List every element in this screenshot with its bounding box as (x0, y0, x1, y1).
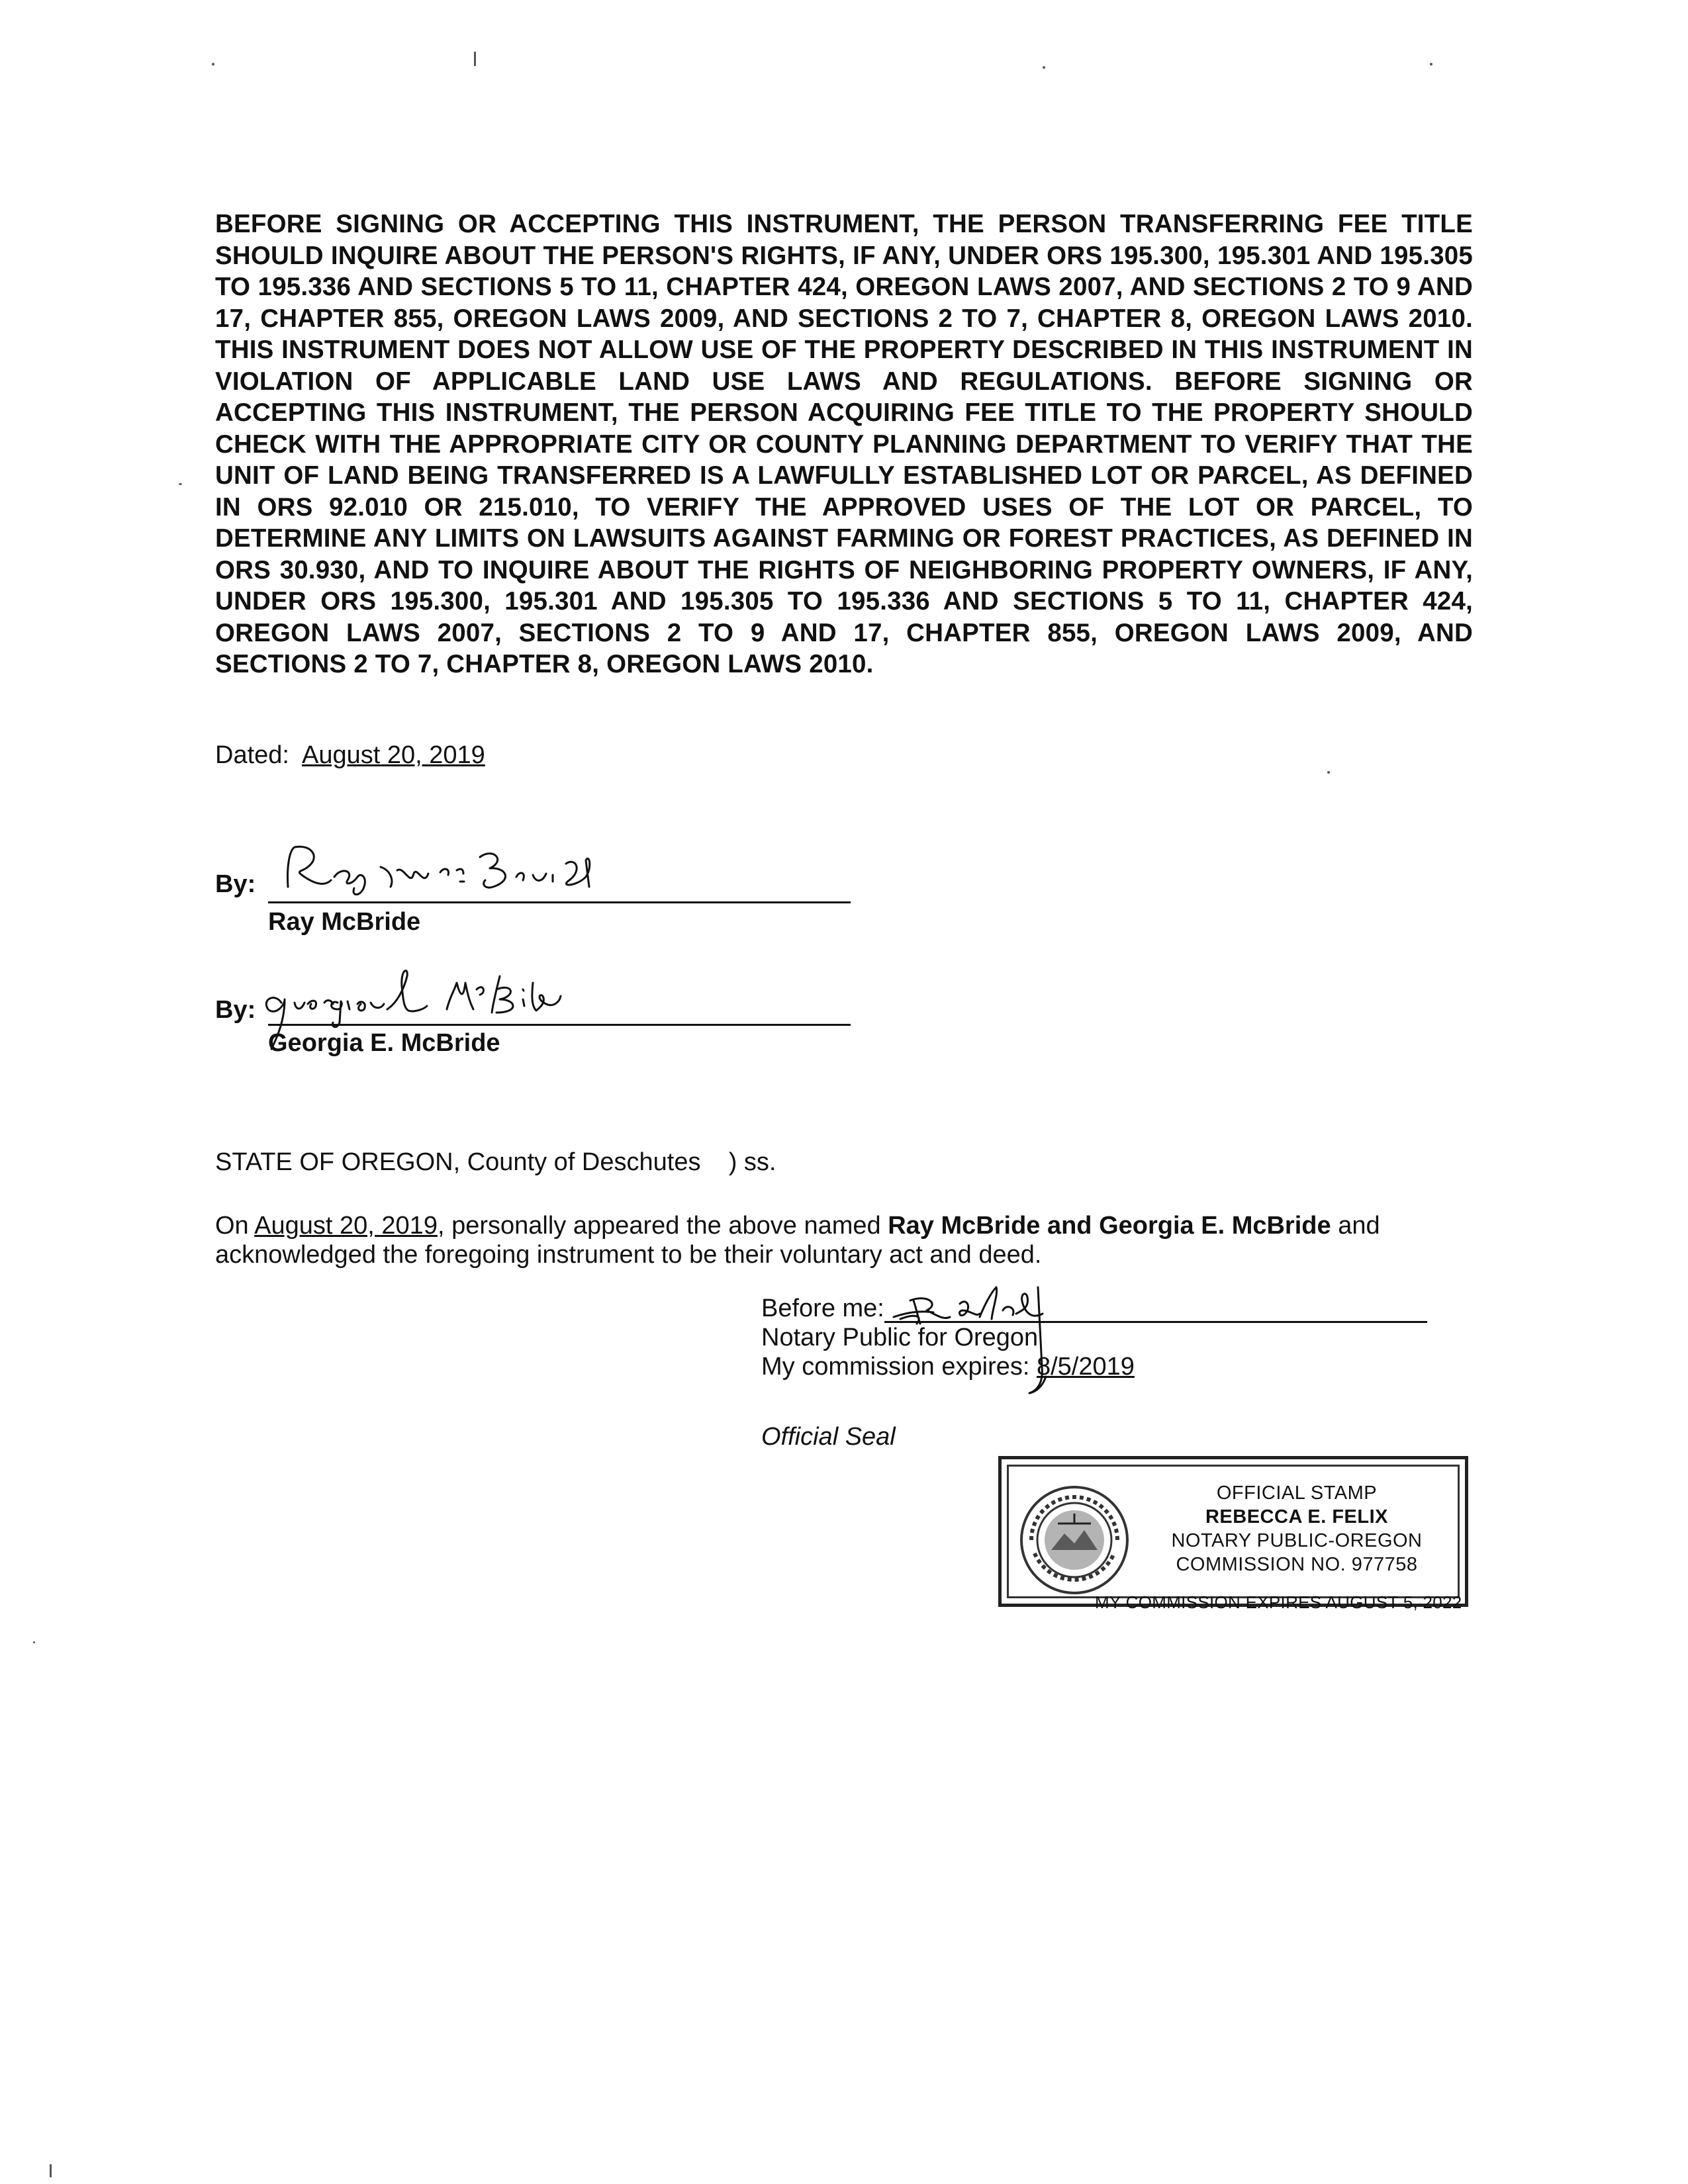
official-seal-label: Official Seal (761, 1423, 896, 1451)
stamp-notary-public: NOTARY PUBLIC-OREGON (1171, 1530, 1423, 1551)
notary-signature (887, 1274, 1099, 1400)
by-label: By: (215, 996, 256, 1024)
signature-block-ray (215, 841, 877, 940)
by-label: By: (215, 870, 256, 898)
signature-block-georgia (215, 963, 877, 1075)
stamp-title: OFFICIAL STAMP (1216, 1482, 1378, 1504)
ack-middle: , personally appeared the above named (437, 1212, 881, 1240)
notary-stamp-frame (1007, 1465, 1462, 1612)
stamp-notary-name: REBECCA E. FELIX (1205, 1506, 1388, 1527)
stamp-commission-expires: MY COMMISSION EXPIRES AUGUST 5, 2022 (1095, 1592, 1462, 1612)
dated-line (215, 741, 485, 770)
notary-title: Notary Public for Oregon (761, 1324, 1039, 1351)
notary-stamp-text (1141, 1481, 1452, 1576)
land-use-warning: BEFORE SIGNING OR ACCEPTING THIS INSTRUMENT, THE PERSON TRANSFERRING FEE TITLE SHOULD INQUIRE ABOUT THE PERSON'S RIGHTS, IF ANY, UNDER ORS 195.300, 195.301 AND 195.305 TO 195.336 AND SECTIONS 5 TO 11, CHAPTER 424, OREGON LAWS 2007, AND SECTIONS 2 TO 9 AND 17, CHAPTER 855, OREGON LAWS 2009, AND SECTIONS 2 TO 7, CHAPTER 8, OREGON LAWS 2010. THIS INSTRUMENT DOES NOT ALLOW USE OF THE PROPERTY DESCRIBED IN THIS INSTRUMENT IN VIOLATION OF APPLICABLE LAND USE LAWS AND REGULATIONS. BEFORE SIGNING OR ACCEPTING THIS INSTRUMENT, THE PERSON ACQUIRING FEE TITLE TO THE PROPERTY SHOULD CHECK WITH THE APPROPRIATE CITY OR COUNTY PLANNING DEPARTMENT TO VERIFY THAT THE UNIT OF LAND BEING TRANSFERRED IS A LAWFULLY ESTABLISHED LOT OR PARCEL, AS DEFINED IN ORS 92.010 OR 215.010, TO VERIFY THE APPROVED USES OF THE LOT OR PARCEL, TO DETERMINE ANY LIMITS ON LAWSUITS AGAINST FARMING OR FOREST PRACTICES, AS DEFINED IN ORS 30.930, AND TO INQUIRE ABOUT THE RIGHTS OF NEIGHBORING PROPERTY OWNERS, IF ANY, UNDER ORS 195.300, 195.301 AND 195.305 TO 195.336 AND SECTIONS 5 TO 11, CHAPTER 424, OREGON LAWS 2007, SECTIONS 2 TO 9 AND 17, CHAPTER 855, OREGON LAWS 2009, AND SECTIONS 2 TO 7, CHAPTER 8, OREGON LAWS 2010. (215, 210, 1473, 678)
notary-stamp (998, 1456, 1468, 1612)
scan-speck (50, 2164, 52, 2177)
scan-speck (179, 483, 182, 485)
ack-date: August 20, 2019 (254, 1212, 438, 1240)
signer-name-georgia: Georgia E. McBride (268, 1029, 500, 1057)
dated-date: August 20, 2019 (302, 741, 485, 769)
before-me-label: Before me: (761, 1295, 884, 1322)
scan-speck (1327, 771, 1330, 774)
scan-speck (33, 1641, 35, 1643)
signature-line (268, 1024, 851, 1026)
dated-label: Dated: (215, 741, 289, 769)
scan-speck (1043, 66, 1045, 69)
signer-name-ray: Ray McBride (268, 908, 421, 936)
commission-date: 8/5/2019 (1036, 1353, 1135, 1381)
venue-line (215, 1148, 776, 1177)
scan-speck (212, 63, 214, 66)
scan-speck (1430, 63, 1432, 66)
ack-names: Ray McBride and Georgia E. McBride (888, 1212, 1331, 1240)
ack-suffix: and acknowledged the foregoing instrument to be their voluntary act and deed. (215, 1212, 1380, 1269)
stamp-commission-no: COMMISSION NO. 977758 (1176, 1554, 1418, 1575)
scan-speck (474, 52, 476, 66)
acknowledgment-paragraph (215, 1211, 1473, 1269)
venue-ss: ) ss. (728, 1148, 776, 1176)
venue-state-county: STATE OF OREGON, County of Deschutes (215, 1148, 701, 1176)
commission-label: My commission expires: (761, 1353, 1030, 1381)
signature-ray-mcbride (275, 841, 645, 900)
signature-line (268, 901, 851, 903)
ack-prefix: On (215, 1212, 249, 1240)
state-seal-icon (1018, 1484, 1131, 1596)
